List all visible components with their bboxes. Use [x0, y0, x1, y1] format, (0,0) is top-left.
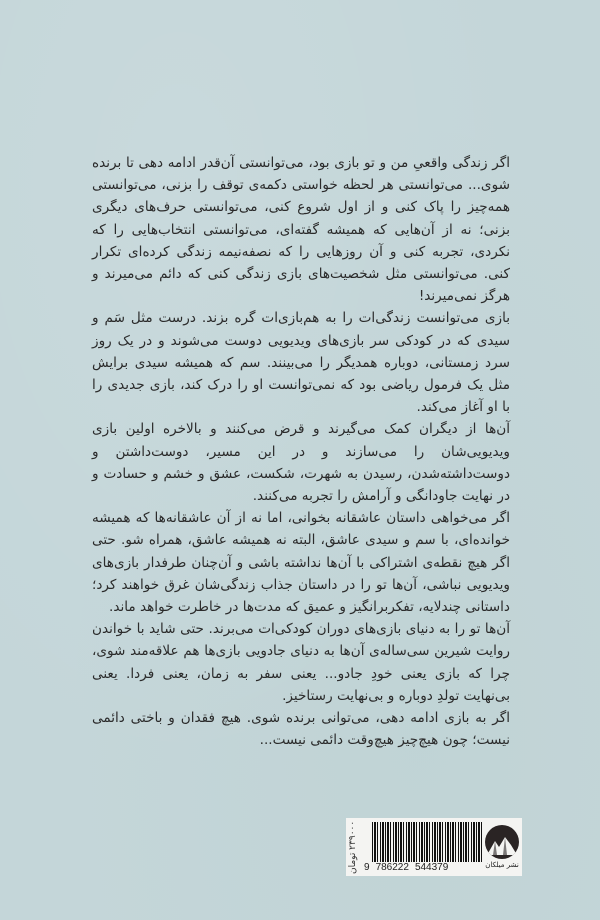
blurb-paragraph-5: آن‌ها تو را به دنیای بازی‌های دوران کودکی‌ات می‌برند. حتی شاید با خواندن روایت شیرین سی‌ساله‌ی آن‌ها به دنیای جادویی بازی‌ها هم علاقه‌مند شوی، چرا که بازی یعنی خودِ جادو... یعنی سفر به زمان، یعنی فردا. یعنی بی‌نهایت تولدِ دوباره و بی‌نهایت رستاخیز.: [92, 621, 510, 704]
blurb-paragraph-4: اگر می‌خواهی داستان عاشقانه بخوانی، اما نه از آن عاشقانه‌ها که همیشه خوانده‌ای، با سم و سیدی عاشق، البته نه همیشه عاشق، همراه شو. حتی اگر هیچ نقطه‌ی اشتراکی با آن‌ها نداشته باشی و آن‌چنان طرفدار بازی‌های ویدیویی نباشی، آن‌ها تو را در داستان جذاب زندگی‌شان غرق خواهند کرد؛ داستانی چندلایه، تفکربرانگیز و عمیق که مدت‌ها در خاطرت خواهد ماند.: [92, 510, 510, 616]
publisher-logo: [482, 818, 522, 876]
isbn-digit-group: 786222: [375, 862, 409, 873]
blurb-paragraph-3: آن‌ها از دیگران کمک می‌گیرند و قرض می‌کنند و بالاخره اولین بازی ویدیویی‌شان را می‌سازند و در این مسیر، دوست‌داشتن و دوست‌داشته‌شدن، رسیدن به شهرت، شکست، عشق و خشم و حسادت و در نهایت جاودانگی و آرامش را تجربه می‌کنند.: [92, 421, 510, 505]
price-label: ۲۳۹۰۰۰ تومان: [348, 820, 358, 874]
publisher-name: نشر میلکان: [485, 861, 519, 869]
isbn-digit-group: 544379: [414, 862, 449, 873]
blurb-paragraph-2: بازی می‌توانست زندگی‌ات را به هم‌بازی‌ات گره بزند. درست مثل سَم و سیدی که در کودکی سر بازی‌های ویدیویی دوست می‌شوند و در یک روز سرد زمستانی، دوباره همدیگر را می‌بینند. سم که همیشه سیدی برایش مثل یک فرمول ریاضی بود که نمی‌توانست او را درک کند، بازی جدیدی را با او آغاز می‌کند.: [92, 310, 510, 416]
blurb-paragraph-6: اگر به بازی ادامه دهی، می‌توانی برنده شوی. هیچ فقدان و باختی دائمی نیست؛ چون هیچ‌چیز هیچ‌وقت دائمی نیست...: [92, 710, 510, 749]
barcode-bars: [372, 822, 500, 862]
blurb-text: [92, 152, 510, 751]
blurb-paragraph-1: اگر زندگی واقعیِ من و تو بازی بود، می‌توانستی آن‌قدر ادامه دهی تا برنده شوی... می‌توانستی هر لحظه خواستی دکمه‌ی توقف را بزنی، می‌توانستی همه‌چیز را پاک کنی و از اول شروع کنی، می‌توانستی حرف‌های دیگری بزنی؛ نه از آن‌هایی که همیشه گفته‌ای، می‌توانستی انتخاب‌هایی را که نکردی، تجربه کنی و آن روزهایی را که نصفه‌نیمه زندگی کرده‌ای تکرار کنی. می‌توانستی مثل شخصیت‌های بازی زندگی کنی که دائم می‌میرند و هرگز نمی‌میرند!: [92, 155, 510, 305]
mountain-circle-logo-icon: [485, 825, 519, 859]
isbn-digit-group: 9: [364, 862, 370, 873]
